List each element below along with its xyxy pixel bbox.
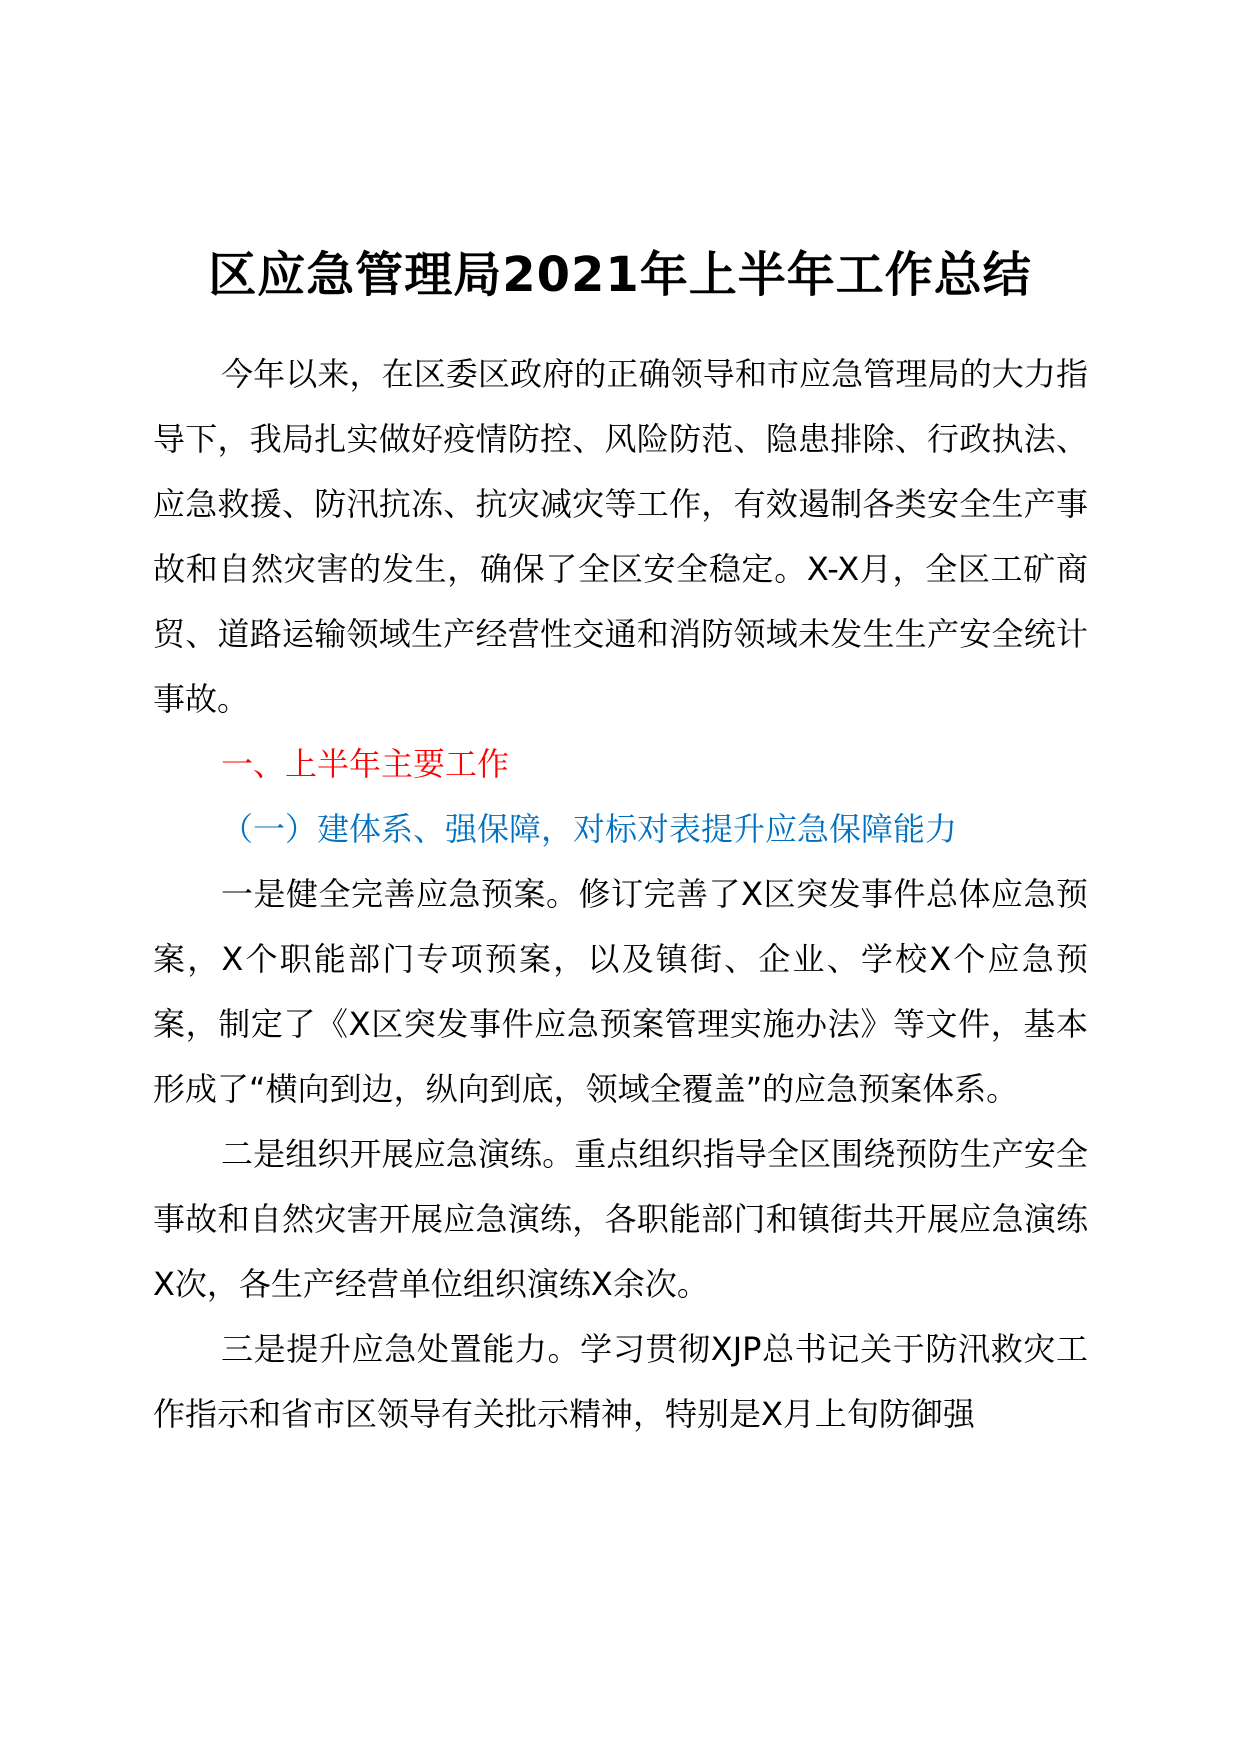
- item-paragraph-3: 三是提升应急处置能力。学习贯彻XJP总书记关于防汛救灾工作指示和省市区领导有关批示精神，特别是X月上旬防御强: [153, 1330, 1088, 1433]
- subsection-heading: （一）建体系、强保障，对标对表提升应急保障能力: [221, 810, 958, 848]
- section-heading: 一、上半年主要工作: [221, 745, 510, 783]
- item-paragraph-1: 一是健全完善应急预案。修订完善了X区突发事件总体应急预案，X个职能部门专项预案，以及镇街、企业、学校X个应急预案，制定了《X区突发事件应急预案管理实施办法》等文件，基本形成了“横向到边，纵向到底，领域全覆盖”的应急预案体系。: [153, 875, 1088, 1108]
- intro-paragraph: 今年以来，在区委区政府的正确领导和市应急管理局的大力指导下，我局扎实做好疫情防控、风险防范、隐患排除、行政执法、应急救援、防汛抗冻、抗灾减灾等工作，有效遏制各类安全生产事故和自然灾害的发生，确保了全区安全稳定。X-X月，全区工矿商贸、道路运输领域生产经营性交通和消防领域未发生生产安全统计事故。: [153, 355, 1088, 718]
- item-paragraph-2: 二是组织开展应急演练。重点组织指导全区围绕预防生产安全事故和自然灾害开展应急演练，各职能部门和镇街共开展应急演练X次，各生产经营单位组织演练X余次。: [153, 1135, 1088, 1303]
- document-body: [153, 342, 1088, 1447]
- document-title: 区应急管理局2021年上半年工作总结: [208, 247, 1032, 303]
